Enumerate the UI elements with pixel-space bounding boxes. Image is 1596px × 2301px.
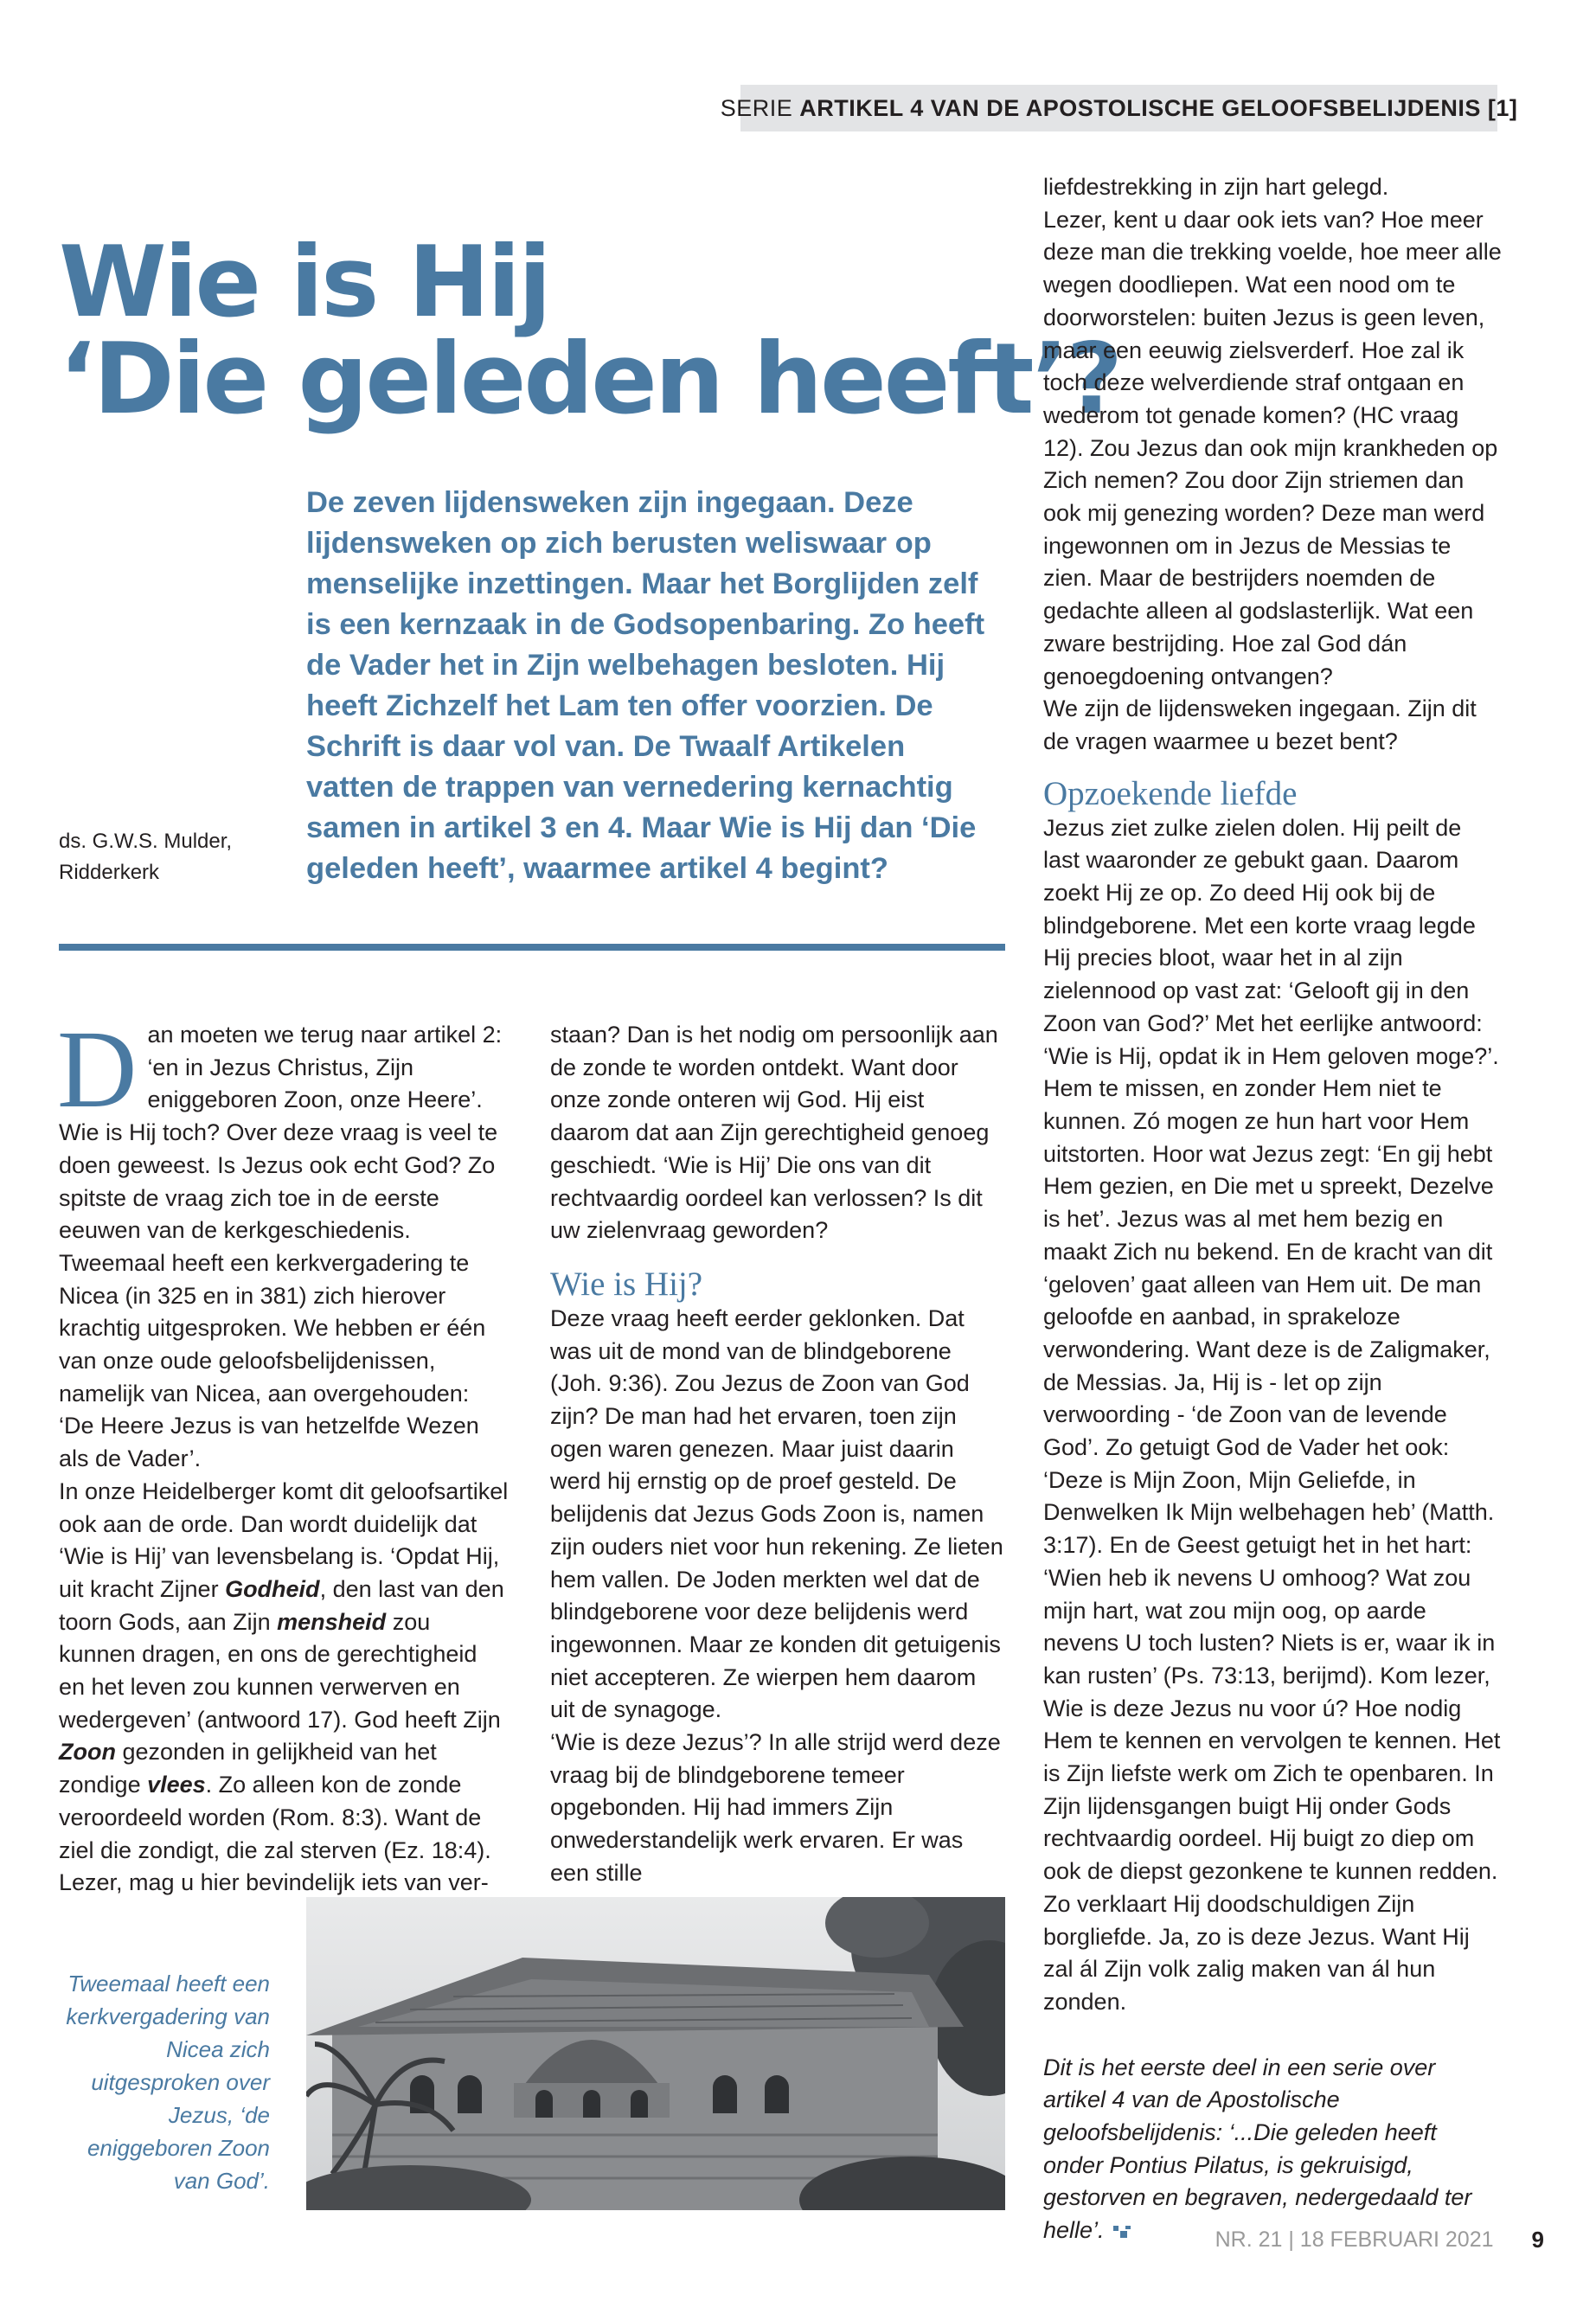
paragraph: Dan moeten we terug naar artikel 2: ‘en in Jezus Christus, Zijn eniggeboren Zoon, onze Heere’. Wie is Hij toch? Over deze vraag is veel te doen geweest. Is Jezus ook echt God? Zo spitste de vraag zich toe in de eerste eeuwen van de kerkgeschiedenis. Tweemaal heeft een kerkvergadering te Nicea (in 325 en in 381) zich hierover krachtig uitgesproken. We hebben er één van onze oude geloofsbelijdenissen, namelijk van Nicea, aan overgehouden: ‘De Heere Jezus is van hetzelfde Wezen als de Vader’.	[57, 1008, 503, 1472]
author-name: ds. G.W.S. Mulder,	[59, 830, 233, 853]
emphasis: Godheid	[225, 1575, 320, 1602]
paragraph: In onze Heidelberger komt dit geloofsartikel ook aan de orde. Dan wordt duidelijk dat ‘Wie is Hij’ van levensbelang is. ‘Opdat Hij, uit kracht Zijner Godheid, den last van den toorn Gods, aan Zijn mensheid zou kunnen dragen, en ons de gerechtigheid en het leven zou kunnen verwerven en wedergeven’ (antwoord 17). God heeft Zijn Zoon gezonden in gelijkheid van het zondige vlees. Zo alleen kon de zonde veroordeeld worden (Rom. 8:3). Want de ziel die zondigt, die zal sterven (Ez. 18:4).	[59, 1477, 509, 1863]
article-intro: De zeven lijdensweken zijn ingegaan. Deze lijdensweken op zich berusten weliswaar op menselijke inzettingen. Maar het Borglijden zelf is een kernzaak in de Godsopenbaring. Zo heeft de Vader het in Zijn welbehagen besloten. Hij heeft Zichzelf het Lam ten offer voorzien. De Schrift is daar vol van. De Twaalf Artikelen vatten de trappen van vernedering kernachtig samen in artikel 3 en 4. Maar Wie is Hij dan ‘Die geleden heeft’, waarmee artikel 4 begint?	[306, 486, 985, 885]
church-photo	[306, 1897, 1005, 2210]
photo-caption: Tweemaal heeft een kerkvergadering van Nicea zich uitgesproken over Jezus, ‘de eniggeboren Zoon van God’.	[66, 1971, 270, 2194]
paragraph: Jezus ziet zulke zielen dolen. Hij peilt de last waaronder ze gebukt gaan. Daarom zoekt Hij ze op. Zo deed Hij ook bij de blindgeborene. Met een korte vraag legde Hij precies bloot, waar het in al zijn zielennood op vast zat: ‘Gelooft gij in den Zoon van God?’ Met het eerlijke antwoord: ‘Wie is Hij, opdat ik in Hem geloven moge?’. Hem te missen, en zonder Hem niet te kunnen. Zó mogen ze hun hart voor Hem uitstorten. Hoor wat Jezus zegt: ‘En gij hebt Hem gezien, en Die met u spreekt, Dezelve is het’. Jezus was al met hem bezig en maakt Zich nu bekend. En de kracht van dit ‘geloven’ gaat alleen van Hem uit. De man geloofde en aanbad, in sprakeloze verwondering. Want deze is de Zaligmaker, de Messias. Ja, Hij is - let op zijn verwoording - ‘de Zoon van de levende God’. Zo getuigt God de Vader het ook: ‘Deze is Mijn Zoon, Mijn Geliefde, in Denwelken Ik Mijn welbehagen heb’ (Matth. 3:17). En de Geest getuigt het in het hart: ‘Wien heb ik nevens U omhoog? Wat zou mijn hart, wat zou mijn oog, op aarde nevens U toch lusten? Niets is er, waar ik in kan rusten’ (Ps. 73:13, berijmd). Kom lezer, Wie is deze Jezus nu voor ú? Hoe nodig Hem te kennen en vervolgen te kennen. Het is Zijn liefste werk om Zich te openbaren. In Zijn lijdensgangen buigt Hij onder Gods rechtvaardig oordeel. Hij buigt zo diep om ook de diepst gezonkene te kunnen redden. Zo verklaart Hij doodschuldigen Zijn borgliefde. Ja, zo is deze Jezus. Want Hij zal ál Zijn volk zalig maken van ál hun zonden.	[1043, 814, 1501, 2015]
paragraph: staan? Dan is het nodig om persoonlijk aan de zonde te worden ontdekt. Want door onze zonde onteren wij God. Hij eist daarom dat aan Zijn gerechtigheid genoeg geschiedt. ‘Wie is Hij’ Die ons van dit rechtvaardig oordeel kan verlossen? Is dit uw zielenvraag geworden?	[550, 1022, 998, 1244]
emphasis: mensheid	[277, 1608, 387, 1635]
paragraph: ‘Wie is deze Jezus’? In alle strijd werd deze vraag bij de blindgeborene temeer opgebonden. Hij had immers Zijn onwederstandelijk werk ervaren. Er was een stille	[550, 1729, 1001, 1886]
drop-cap: D	[57, 1008, 138, 1131]
paragraph: Lezer, kent u daar ook iets van? Hoe meer deze man die trekking voelde, hoe meer alle wegen doodliepen. Wat een nood om te doorworstelen: buiten Jezus is geen leven, maar een eeuwig zielsverderf. Hoe zal ik toch deze welverdiende straf ontgaan en wederom tot genade komen? (HC vraag 12). Zou Jezus dan ook mijn krankheden op Zich nemen? Zou door Zijn striemen dan ook mij genezing worden? Deze man werd ingewonnen om in Jezus de Messias te zien. Maar de bestrijders noemden de gedachte alleen al godslasterlijk. Wat een zware bestrijding. Hoe zal God dán genoegdoening ontvangen?	[1043, 206, 1502, 689]
series-tag	[720, 85, 1518, 131]
body-column-1	[57, 1008, 509, 1900]
paragraph: Deze vraag heeft eerder geklonken. Dat was uit de mond van de blindgeborene (Joh. 9:36). Zou Jezus de Zoon van God zijn? De man had het ervaren, toen zijn ogen waren genezen. Maar juist daarin werd hij ernstig op de proef gesteld. De belijdenis dat Jezus Gods Zoon is, namen zijn ouders niet voor hun rekening. Ze lieten hem vallen. De Joden merkten wel dat de blindgeborene voor deze belijdenis werd ingewonnen. Maar ze konden dit getuigenis niet accepteren. Ze wierpen hem daarom uit de synagoge.	[550, 1304, 1003, 1723]
section-divider	[59, 944, 1005, 951]
paragraph: Lezer, mag u hier bevindelijk iets van ver-	[59, 1869, 489, 1896]
author-byline	[59, 826, 275, 888]
title-line-1: Wie is Hij	[59, 225, 549, 339]
end-mark-icon	[1112, 2224, 1132, 2240]
series-label: SERIE	[720, 94, 793, 121]
article-title	[59, 225, 1121, 436]
emphasis: vlees	[147, 1772, 206, 1798]
paragraph: We zijn de lijdensweken ingegaan. Zijn dit de vragen waarmee u bezet bent?	[1043, 695, 1477, 754]
body-column-2	[550, 1019, 1005, 1890]
church-illustration	[306, 1897, 1005, 2210]
subheading: Opzoekende liefde	[1043, 774, 1298, 812]
author-place: Ridderkerk	[59, 861, 160, 884]
page-number: 9	[1531, 2227, 1544, 2253]
series-title: ARTIKEL 4 VAN DE APOSTOLISCHE GELOOFSBELIJDENIS [1]	[799, 94, 1518, 121]
issue-info: NR. 21 | 18 FEBRUARI 2021	[1215, 2227, 1494, 2252]
subheading: Wie is Hij?	[550, 1265, 703, 1303]
series-note: Dit is het eerste deel in een serie over artikel 4 van de Apostolische geloofsbelijdenis: ‘...Die geleden heeft onder Pontius Pilatus, is gekruisigd, gestorven en begraven, nedergedaald ter helle’.	[1043, 2054, 1472, 2244]
body-column-3	[1043, 171, 1502, 2247]
title-line-2: ‘Die geleden heeft’?	[59, 322, 1121, 436]
paragraph: liefdestrekking in zijn hart gelegd.	[1043, 174, 1389, 200]
page-footer	[1215, 2227, 1544, 2253]
emphasis: Zoon	[59, 1739, 116, 1766]
